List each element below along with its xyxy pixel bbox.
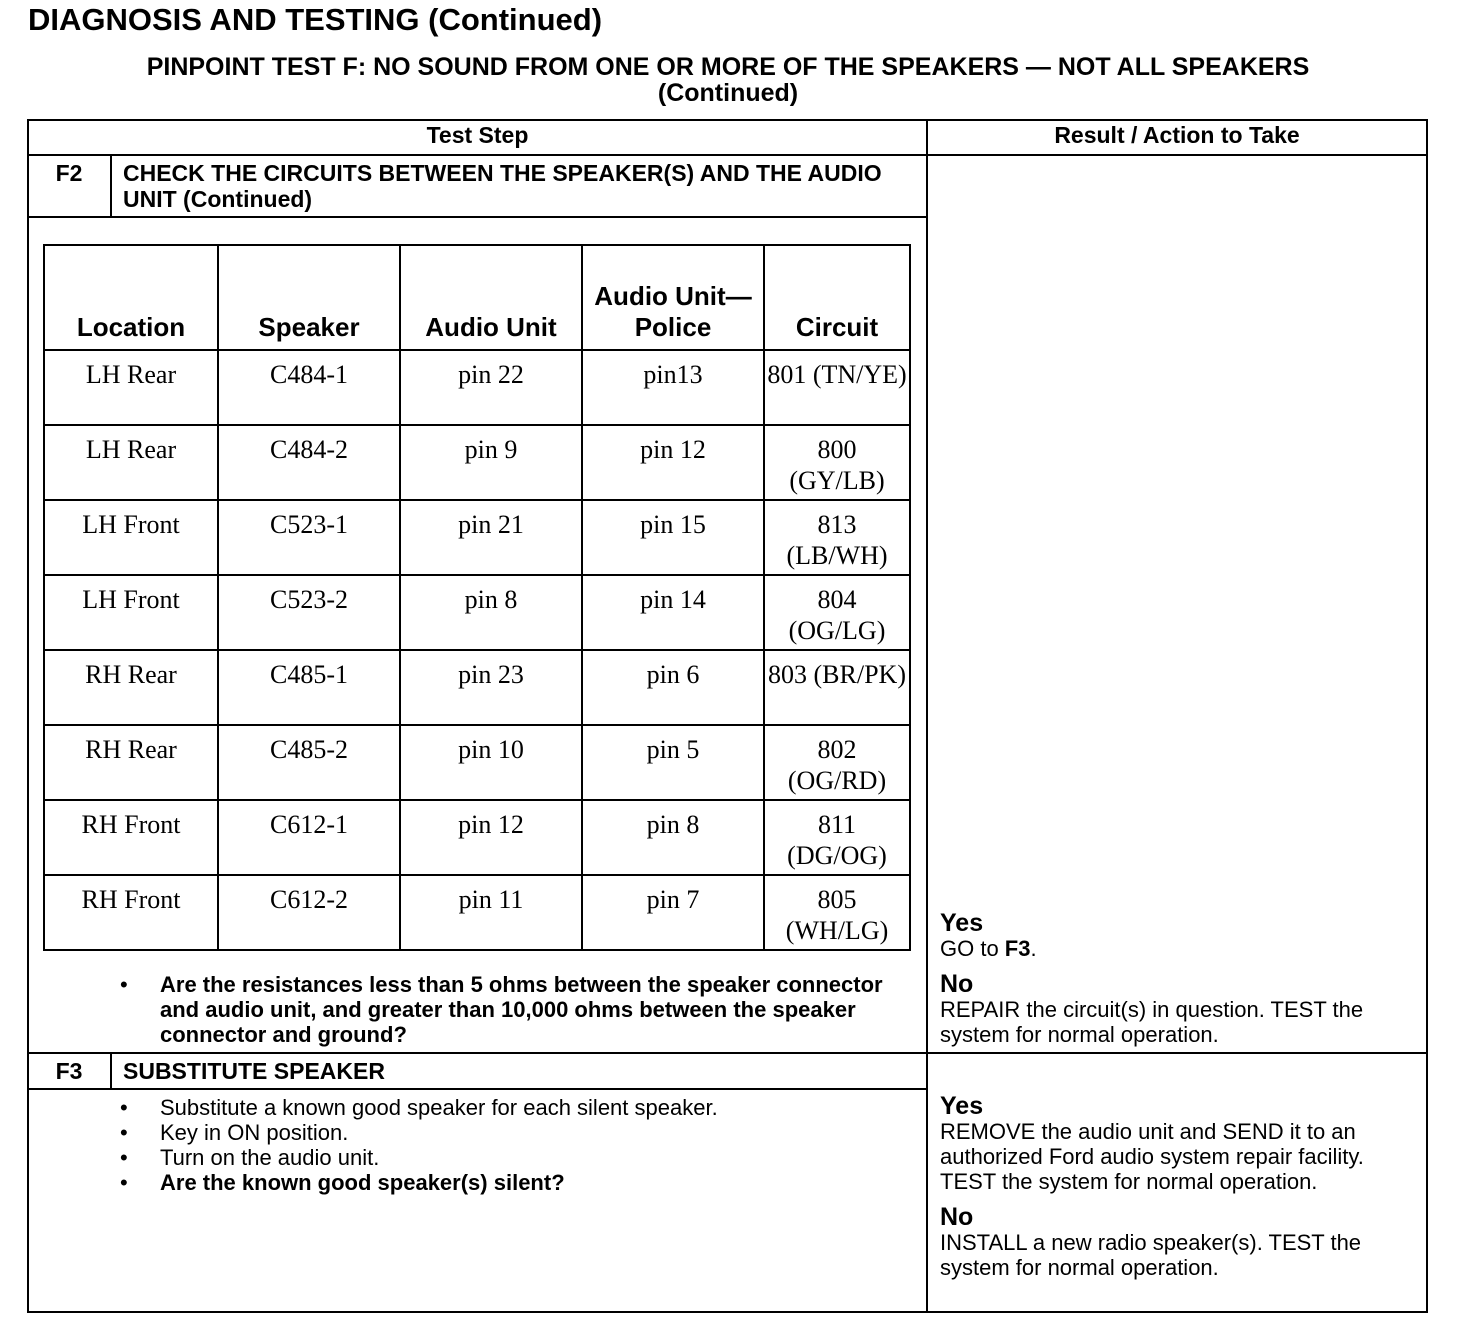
- f3-yes-text: REMOVE the audio unit and SEND it to an authorized Ford audio system repair facility. TEST the system for normal operation.: [940, 1119, 1364, 1194]
- cell-audio-unit: pin 12: [400, 800, 582, 875]
- table-row: [44, 350, 910, 425]
- cell-location: LH Rear: [44, 425, 218, 500]
- table-row: [44, 800, 910, 875]
- cell-audio-unit-police: pin 5: [582, 725, 764, 800]
- list-item: [120, 1170, 910, 1195]
- table-row: [44, 500, 910, 575]
- list-item: [120, 972, 910, 1047]
- col-location: Location: [44, 245, 218, 350]
- circuit-table: [43, 244, 911, 951]
- bullet-dot: •: [120, 1145, 128, 1170]
- cell-audio-unit: pin 22: [400, 350, 582, 425]
- f3-bullet-list: [120, 1095, 910, 1195]
- cell-location: RH Rear: [44, 650, 218, 725]
- circuit-table-header-row: [44, 245, 910, 350]
- cell-audio-unit: pin 23: [400, 650, 582, 725]
- column-divider: [926, 119, 928, 1313]
- cell-audio-unit-police: pin 12: [582, 425, 764, 500]
- list-item: [120, 1120, 910, 1145]
- f3-id-divider: [110, 1052, 112, 1089]
- f2-question: Are the resistances less than 5 ohms between the speaker connector and audio unit, and greater than 10,000 ohms between the speaker connector and ground?: [160, 972, 883, 1047]
- f2-question-list: [120, 972, 910, 1047]
- f2-yes-text: [940, 936, 1420, 961]
- bullet-dot: •: [120, 972, 128, 997]
- col-audio-unit-police: Audio Unit— Police: [582, 245, 764, 350]
- table-row: [44, 650, 910, 725]
- cell-audio-unit-police: pin 15: [582, 500, 764, 575]
- cell-circuit: 803 (BR/PK): [764, 650, 910, 725]
- cell-audio-unit-police: pin13: [582, 350, 764, 425]
- table-row: [44, 875, 910, 950]
- cell-speaker: C485-1: [218, 650, 400, 725]
- cell-audio-unit: pin 11: [400, 875, 582, 950]
- cell-speaker: C612-2: [218, 875, 400, 950]
- cell-circuit: 805 (WH/LG): [764, 875, 910, 950]
- cell-speaker: C612-1: [218, 800, 400, 875]
- f3-yes-label: Yes: [940, 1092, 984, 1120]
- f2-id-divider: [110, 154, 112, 217]
- f3-bullet-text: Turn on the audio unit.: [160, 1145, 380, 1170]
- cell-audio-unit: pin 9: [400, 425, 582, 500]
- cell-audio-unit: pin 10: [400, 725, 582, 800]
- f2-no-text: REPAIR the circuit(s) in question. TEST the system for normal operation.: [940, 997, 1364, 1047]
- f2-yes-prefix: GO to: [940, 936, 1005, 961]
- cell-circuit: 802 (OG/RD): [764, 725, 910, 800]
- f3-result: [940, 1093, 1420, 1280]
- f2-yes-suffix: .: [1030, 936, 1037, 961]
- cell-audio-unit: pin 8: [400, 575, 582, 650]
- cell-circuit: 801 (TN/YE): [764, 350, 910, 425]
- cell-speaker: C523-2: [218, 575, 400, 650]
- col-speaker: Speaker: [218, 245, 400, 350]
- cell-circuit: 804 (OG/LG): [764, 575, 910, 650]
- f3-step-id: F3: [55, 1058, 83, 1084]
- f3-bullet-text: Key in ON position.: [160, 1120, 349, 1145]
- header-test-step: Test Step: [426, 122, 529, 148]
- pinpoint-test-title: [28, 54, 1428, 106]
- header-result: Result / Action to Take: [1054, 122, 1300, 148]
- f3-no-text: INSTALL a new radio speaker(s). TEST the system for normal operation.: [940, 1230, 1362, 1280]
- col-audio-unit: Audio Unit: [400, 245, 582, 350]
- bullet-dot: •: [120, 1095, 128, 1120]
- cell-location: LH Rear: [44, 350, 218, 425]
- table-row: [44, 425, 910, 500]
- f3-bullet-text: Substitute a known good speaker for each silent speaker.: [160, 1095, 718, 1120]
- cell-speaker: C484-2: [218, 425, 400, 500]
- cell-speaker: C523-1: [218, 500, 400, 575]
- cell-location: RH Front: [44, 800, 218, 875]
- table-row: [44, 725, 910, 800]
- cell-circuit: 811 (DG/OG): [764, 800, 910, 875]
- cell-speaker: C484-1: [218, 350, 400, 425]
- f3-no-label: No: [940, 1203, 974, 1231]
- bullet-dot: •: [120, 1120, 128, 1145]
- cell-location: LH Front: [44, 575, 218, 650]
- cell-audio-unit-police: pin 14: [582, 575, 764, 650]
- cell-audio-unit: pin 21: [400, 500, 582, 575]
- cell-audio-unit-police: pin 8: [582, 800, 764, 875]
- f3-title-divider: [27, 1088, 928, 1090]
- f3-step-title: SUBSTITUTE SPEAKER: [123, 1058, 385, 1084]
- test-title-line1: PINPOINT TEST F: NO SOUND FROM ONE OR MORE OF THE SPEAKERS — NOT ALL SPEAKERS: [146, 53, 1310, 81]
- list-item: [120, 1145, 910, 1170]
- cell-audio-unit-police: pin 7: [582, 875, 764, 950]
- cell-location: RH Front: [44, 875, 218, 950]
- col-circuit: Circuit: [764, 245, 910, 350]
- f3-question: Are the known good speaker(s) silent?: [160, 1170, 565, 1195]
- cell-circuit: 813 (LB/WH): [764, 500, 910, 575]
- test-title-line2: (Continued): [657, 79, 799, 107]
- table-row: [44, 575, 910, 650]
- f2-title-divider: [27, 216, 928, 218]
- f2-step-id: F2: [55, 160, 83, 186]
- f2-step-title: CHECK THE CIRCUITS BETWEEN THE SPEAKER(S) AND THE AUDIO UNIT (Continued): [123, 160, 882, 212]
- f2-yes-link[interactable]: F3: [1004, 936, 1031, 961]
- cell-location: LH Front: [44, 500, 218, 575]
- f2-yes-label: Yes: [940, 909, 984, 937]
- cell-audio-unit-police: pin 6: [582, 650, 764, 725]
- cell-location: RH Rear: [44, 725, 218, 800]
- f2-result: [940, 910, 1420, 1047]
- cell-speaker: C485-2: [218, 725, 400, 800]
- list-item: [120, 1095, 910, 1120]
- page-title: DIAGNOSIS AND TESTING (Continued): [28, 2, 603, 37]
- f2-no-label: No: [940, 970, 974, 998]
- bullet-dot: •: [120, 1170, 128, 1195]
- f2-f3-divider: [27, 1052, 1428, 1054]
- header-divider: [27, 154, 1428, 156]
- cell-circuit: 800 (GY/LB): [764, 425, 910, 500]
